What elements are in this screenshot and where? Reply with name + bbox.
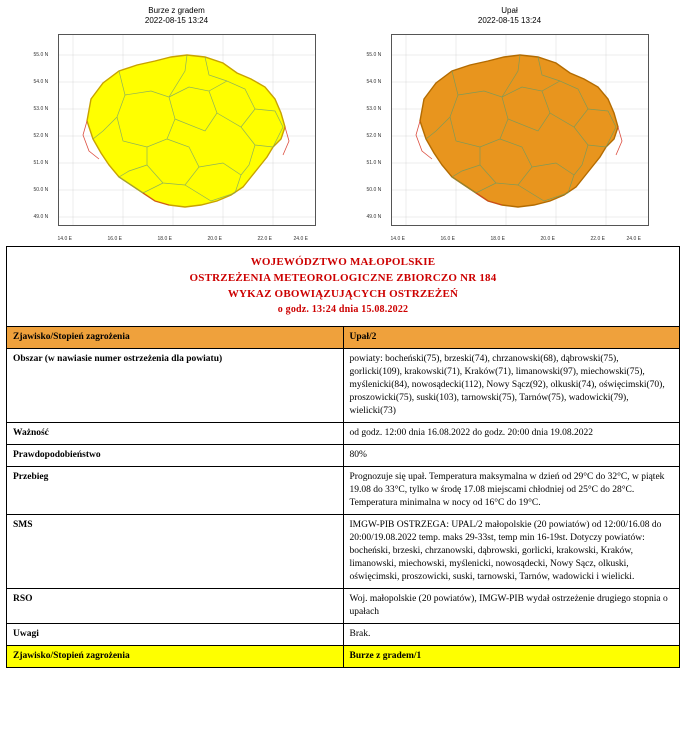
poland-map-svg-1: [59, 35, 316, 226]
header-subtitle-2: WYKAZ OBOWIĄZUJĄCYCH OSTRZEŻEŃ: [227, 288, 459, 300]
xtick-1-0: 14.0 E: [57, 236, 72, 242]
xtick-2-4: 22.0 E: [590, 236, 605, 242]
row-value: 80%: [343, 445, 680, 467]
row-label: Prawdopodobieństwo: [7, 445, 344, 467]
row-label: RSO: [7, 589, 344, 624]
ytick-2-2: 53.0 N: [366, 106, 382, 112]
ytick-1-4: 51.0 N: [33, 160, 49, 166]
page-title: WOJEWÓDZTWO MAŁOPOLSKIE: [250, 256, 436, 268]
row-value: Brak.: [343, 624, 680, 646]
map-figure-1: [32, 28, 322, 246]
header-subtitle: OSTRZEŻENIA METEOROLOGICZNE ZBIORCZO NR 184: [189, 272, 497, 284]
header-timestamp: o godz. 13:24 dnia 15.08.2022: [277, 304, 409, 315]
row-label: Zjawisko/Stopień zagrożenia: [7, 327, 344, 349]
row-rso: [7, 589, 680, 624]
row-waznosc: [7, 423, 680, 445]
row-label: Ważność: [7, 423, 344, 445]
row-value: Upał/2: [343, 327, 680, 349]
map-title-line2: 2022-08-15 13:24: [477, 16, 542, 25]
map-title-line1: Burze z gradem: [148, 6, 205, 15]
document-header: [7, 247, 680, 327]
row-value: Burze z gradem/1: [343, 646, 680, 668]
row-zjawisko-upal: [7, 327, 680, 349]
ytick-1-3: 52.0 N: [33, 133, 49, 139]
ytick-1-1: 54.0 N: [33, 79, 49, 85]
xtick-1-3: 20.0 E: [207, 236, 222, 242]
row-prawdopodobienstwo: [7, 445, 680, 467]
ytick-1-6: 49.0 N: [33, 214, 49, 220]
row-label: Zjawisko/Stopień zagrożenia: [7, 646, 344, 668]
map-title-2: [360, 6, 660, 26]
maps-section: [0, 0, 686, 246]
map-burze-z-gradem: [27, 6, 327, 246]
ytick-1-2: 53.0 N: [33, 106, 49, 112]
table-header-row: [7, 247, 680, 327]
xtick-2-1: 16.0 E: [440, 236, 455, 242]
xtick-2-5: 24.0 E: [626, 236, 641, 242]
ytick-2-0: 55.0 N: [366, 52, 382, 58]
warnings-table-wrap: [0, 246, 686, 668]
row-uwagi: [7, 624, 680, 646]
row-value: powiaty: bocheński(75), brzeski(74), chrzanowski(68), dąbrowski(75), gorlicki(109), krakowski(71), Kraków(71), limanowski(97), miechowski(75), myślenicki(84), nowosądecki(112), Nowy Sącz(92), olkuski(74), oświęcimski(70), proszowicki(75), suski(103), tarnowski(75), Tarnów(75), wadowicki(79), wielicki(73): [343, 349, 680, 423]
map-title-line2: 2022-08-15 13:24: [144, 16, 209, 25]
map-figure-2: [365, 28, 655, 246]
xtick-2-2: 18.0 E: [490, 236, 505, 242]
warnings-table: [6, 246, 680, 668]
row-zjawisko-burze: [7, 646, 680, 668]
map-title-1: [27, 6, 327, 26]
row-label: SMS: [7, 515, 344, 589]
ytick-2-5: 50.0 N: [366, 187, 382, 193]
row-label: Przebieg: [7, 467, 344, 515]
xtick-1-2: 18.0 E: [157, 236, 172, 242]
map-title-line1: Upał: [501, 6, 518, 15]
row-value: Woj. małopolskie (20 powiatów), IMGW-PIB wydał ostrzeżenie drugiego stopnia o upałach: [343, 589, 680, 624]
ytick-2-6: 49.0 N: [366, 214, 382, 220]
ytick-1-0: 55.0 N: [33, 52, 49, 58]
ytick-2-4: 51.0 N: [366, 160, 382, 166]
xtick-2-0: 14.0 E: [390, 236, 405, 242]
row-label: Obszar (w nawiasie numer ostrzeżenia dla powiatu): [7, 349, 344, 423]
xtick-1-4: 22.0 E: [257, 236, 272, 242]
xtick-1-5: 24.0 E: [293, 236, 308, 242]
poland-map-svg-2: [392, 35, 649, 226]
map-axes-1: [58, 34, 316, 226]
row-label: Uwagi: [7, 624, 344, 646]
row-value: od godz. 12:00 dnia 16.08.2022 do godz. 20:00 dnia 19.08.2022: [343, 423, 680, 445]
row-przebieg: [7, 467, 680, 515]
map-axes-2: [391, 34, 649, 226]
xtick-2-3: 20.0 E: [540, 236, 555, 242]
ytick-2-1: 54.0 N: [366, 79, 382, 85]
xtick-1-1: 16.0 E: [107, 236, 122, 242]
row-value: Prognozuje się upał. Temperatura maksymalna w dzień od 29°C do 32°C, w piątek 19.08 do 33°C, tylko w środę 17.08 miejscami chłodniej od 25°C do 28°C. Temperatura minimalna w nocy od 16°C do 19°C.: [343, 467, 680, 515]
row-obszar: [7, 349, 680, 423]
ytick-1-5: 50.0 N: [33, 187, 49, 193]
ytick-2-3: 52.0 N: [366, 133, 382, 139]
row-sms: [7, 515, 680, 589]
row-value: IMGW-PIB OSTRZEGA: UPAL/2 małopolskie (20 powiatów) od 12:00/16.08 do 20:00/19.08.2022 temp. maks 29-33st, temp min 16-19st. Dotyczy powiatów: bocheński, brzeski, chrzanowski, dąbrowski, gorlicki, krakowski, Kraków, limanowski, miechowski, myślenicki, nowosądecki, Nowy Sącz, olkuski, oświęcimski, proszowicki, suski, tarnowski, Tarnów, wadowicki i wielicki.: [343, 515, 680, 589]
map-upal: [360, 6, 660, 246]
